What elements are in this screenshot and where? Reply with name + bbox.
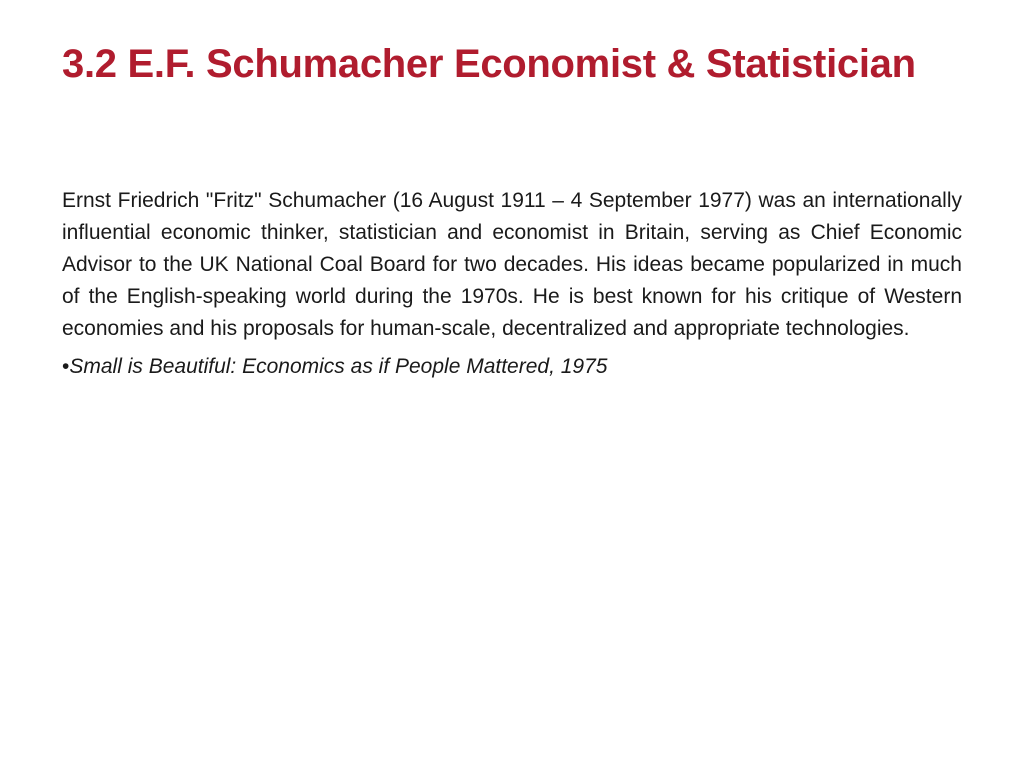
book-title: Small is Beautiful: Economics as if People Mattered, 1975 bbox=[69, 355, 608, 378]
slide-body bbox=[62, 185, 962, 383]
bullet-icon: • bbox=[62, 355, 70, 378]
biography-paragraph: Ernst Friedrich "Fritz" Schumacher (16 August 1911 – 4 September 1977) was an internationally influential economic thinker, statistician and economist in Britain, serving as Chief Economic Advisor to the UK National Coal Board for two decades. His ideas became popularized in much of the English-speaking world during the 1970s. He is best known for his critique of Western economies and his proposals for human-scale, decentralized and appropriate technologies. bbox=[62, 189, 962, 340]
slide-title: 3.2 E.F. Schumacher Economist & Statistician bbox=[62, 42, 916, 86]
book-bullet-item bbox=[62, 351, 962, 383]
